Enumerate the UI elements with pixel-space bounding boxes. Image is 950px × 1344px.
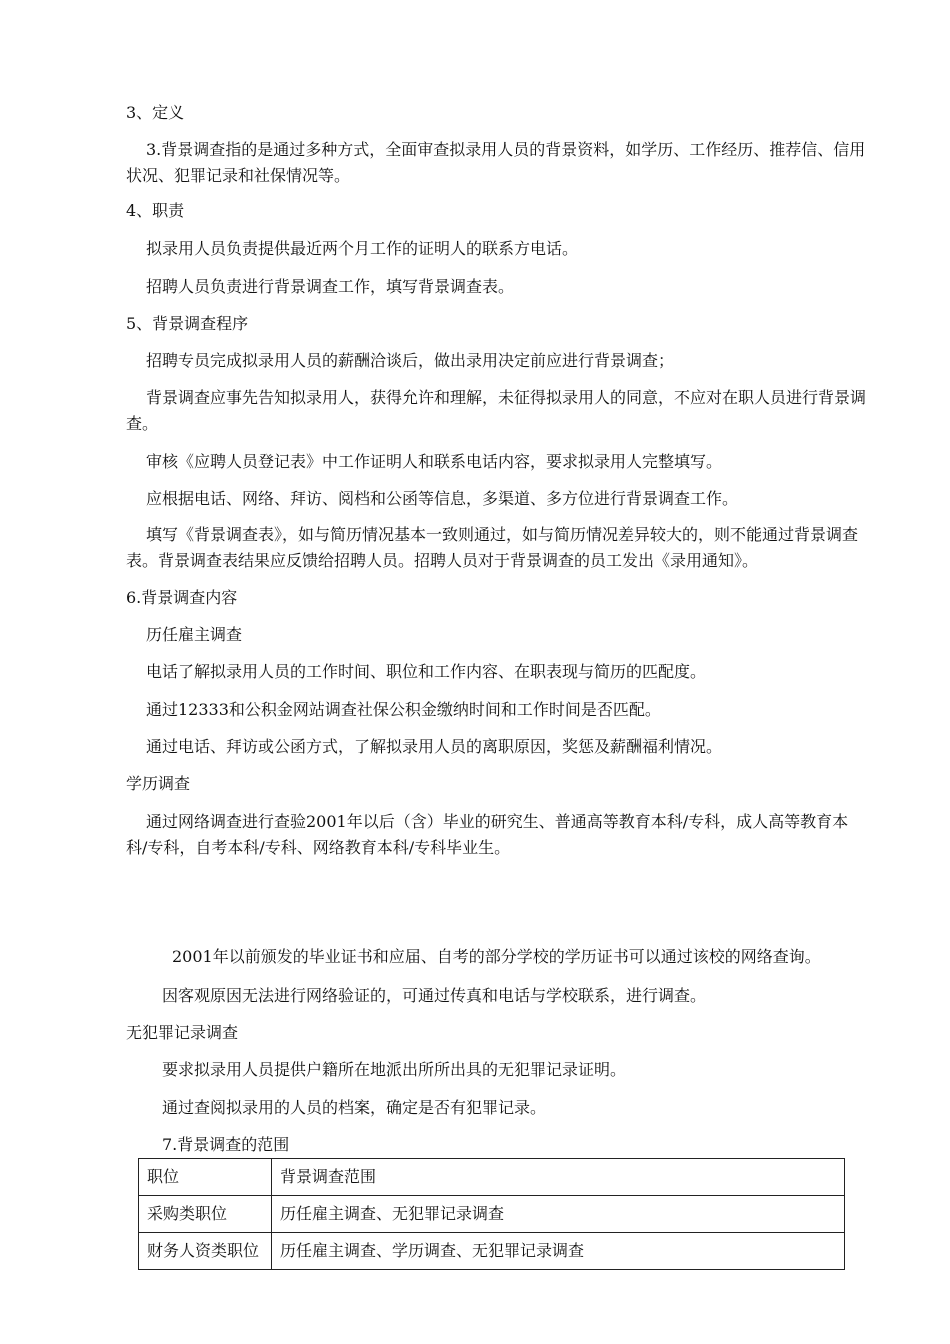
table-header-row	[139, 1159, 845, 1196]
table-cell: 历任雇主调查、无犯罪记录调查	[272, 1196, 845, 1233]
section-6-subheading: 学历调查	[126, 774, 191, 793]
section-6-paragraph: 通过电话、拜访或公函方式，了解拟录用人员的离职原因，奖惩及薪酬福利情况。	[146, 737, 723, 756]
section-6-paragraph: 因客观原因无法进行网络验证的，可通过传真和电话与学校联系，进行调查。	[162, 986, 707, 1005]
section-5-paragraph: 应根据电话、网络、拜访、阅档和公函等信息，多渠道、多方位进行背景调查工作。	[146, 489, 739, 508]
table-row	[139, 1233, 845, 1270]
section-7-heading: 7.背景调查的范围	[162, 1135, 290, 1154]
section-5-heading: 5、背景调查程序	[126, 314, 249, 333]
section-6-heading: 6.背景调查内容	[126, 588, 238, 607]
section-3-body: 3.背景调查指的是通过多种方式，全面审查拟录用人员的背景资料，如学历、工作经历、推荐信、信用状况、犯罪记录和社保情况等。	[126, 140, 866, 185]
table-cell: 财务人资类职位	[139, 1233, 272, 1270]
section-6-subheading: 历任雇主调查	[146, 625, 243, 644]
section-5-paragraph: 审核《应聘人员登记表》中工作证明人和联系电话内容，要求拟录用人完整填写。	[146, 452, 723, 471]
section-6-paragraph: 通过12333和公积金网站调查社保公积金缴纳时间和工作时间是否匹配。	[146, 700, 661, 719]
table-cell: 历任雇主调查、学历调查、无犯罪记录调查	[272, 1233, 845, 1270]
section-5-paragraph: 背景调查应事先告知拟录用人，获得允许和理解，未征得拟录用人的同意，不应对在职人员进行背景调查。	[126, 388, 867, 433]
section-4-paragraph: 拟录用人员负责提供最近两个月工作的证明人的联系方电话。	[146, 239, 579, 258]
table-header-cell: 职位	[139, 1159, 272, 1196]
scope-table	[138, 1158, 845, 1270]
table-cell: 采购类职位	[139, 1196, 272, 1233]
section-5-paragraph: 招聘专员完成拟录用人员的薪酬洽谈后，做出录用决定前应进行背景调查；	[146, 351, 675, 370]
section-3-heading: 3、定义	[126, 103, 185, 122]
section-4-heading: 4、职责	[126, 201, 185, 220]
section-4-paragraph: 招聘人员负责进行背景调查工作，填写背景调查表。	[146, 277, 515, 296]
table-header-cell: 背景调查范围	[272, 1159, 845, 1196]
section-6-paragraph: 通过查阅拟录用的人员的档案，确定是否有犯罪记录。	[162, 1098, 547, 1117]
section-6-paragraph: 通过网络调查进行查验2001年以后（含）毕业的研究生、普通高等教育本科/专科，成人高等教育本科/专科，自考本科/专科、网络教育本科/专科毕业生。	[126, 812, 849, 857]
section-6-subheading: 无犯罪记录调查	[126, 1023, 239, 1042]
section-6-paragraph: 2001年以前颁发的毕业证书和应届、自考的部分学校的学历证书可以通过该校的网络查询。	[172, 947, 821, 966]
table-row	[139, 1196, 845, 1233]
section-5-paragraph: 填写《背景调查表》，如与简历情况基本一致则通过，如与简历情况差异较大的，则不能通过背景调查表。背景调查表结果应反馈给招聘人员。招聘人员对于背景调查的员工发出《录用通知》。	[126, 525, 859, 570]
section-6-paragraph: 要求拟录用人员提供户籍所在地派出所所出具的无犯罪记录证明。	[162, 1060, 627, 1079]
section-6-paragraph: 电话了解拟录用人员的工作时间、职位和工作内容、在职表现与简历的匹配度。	[146, 662, 707, 681]
